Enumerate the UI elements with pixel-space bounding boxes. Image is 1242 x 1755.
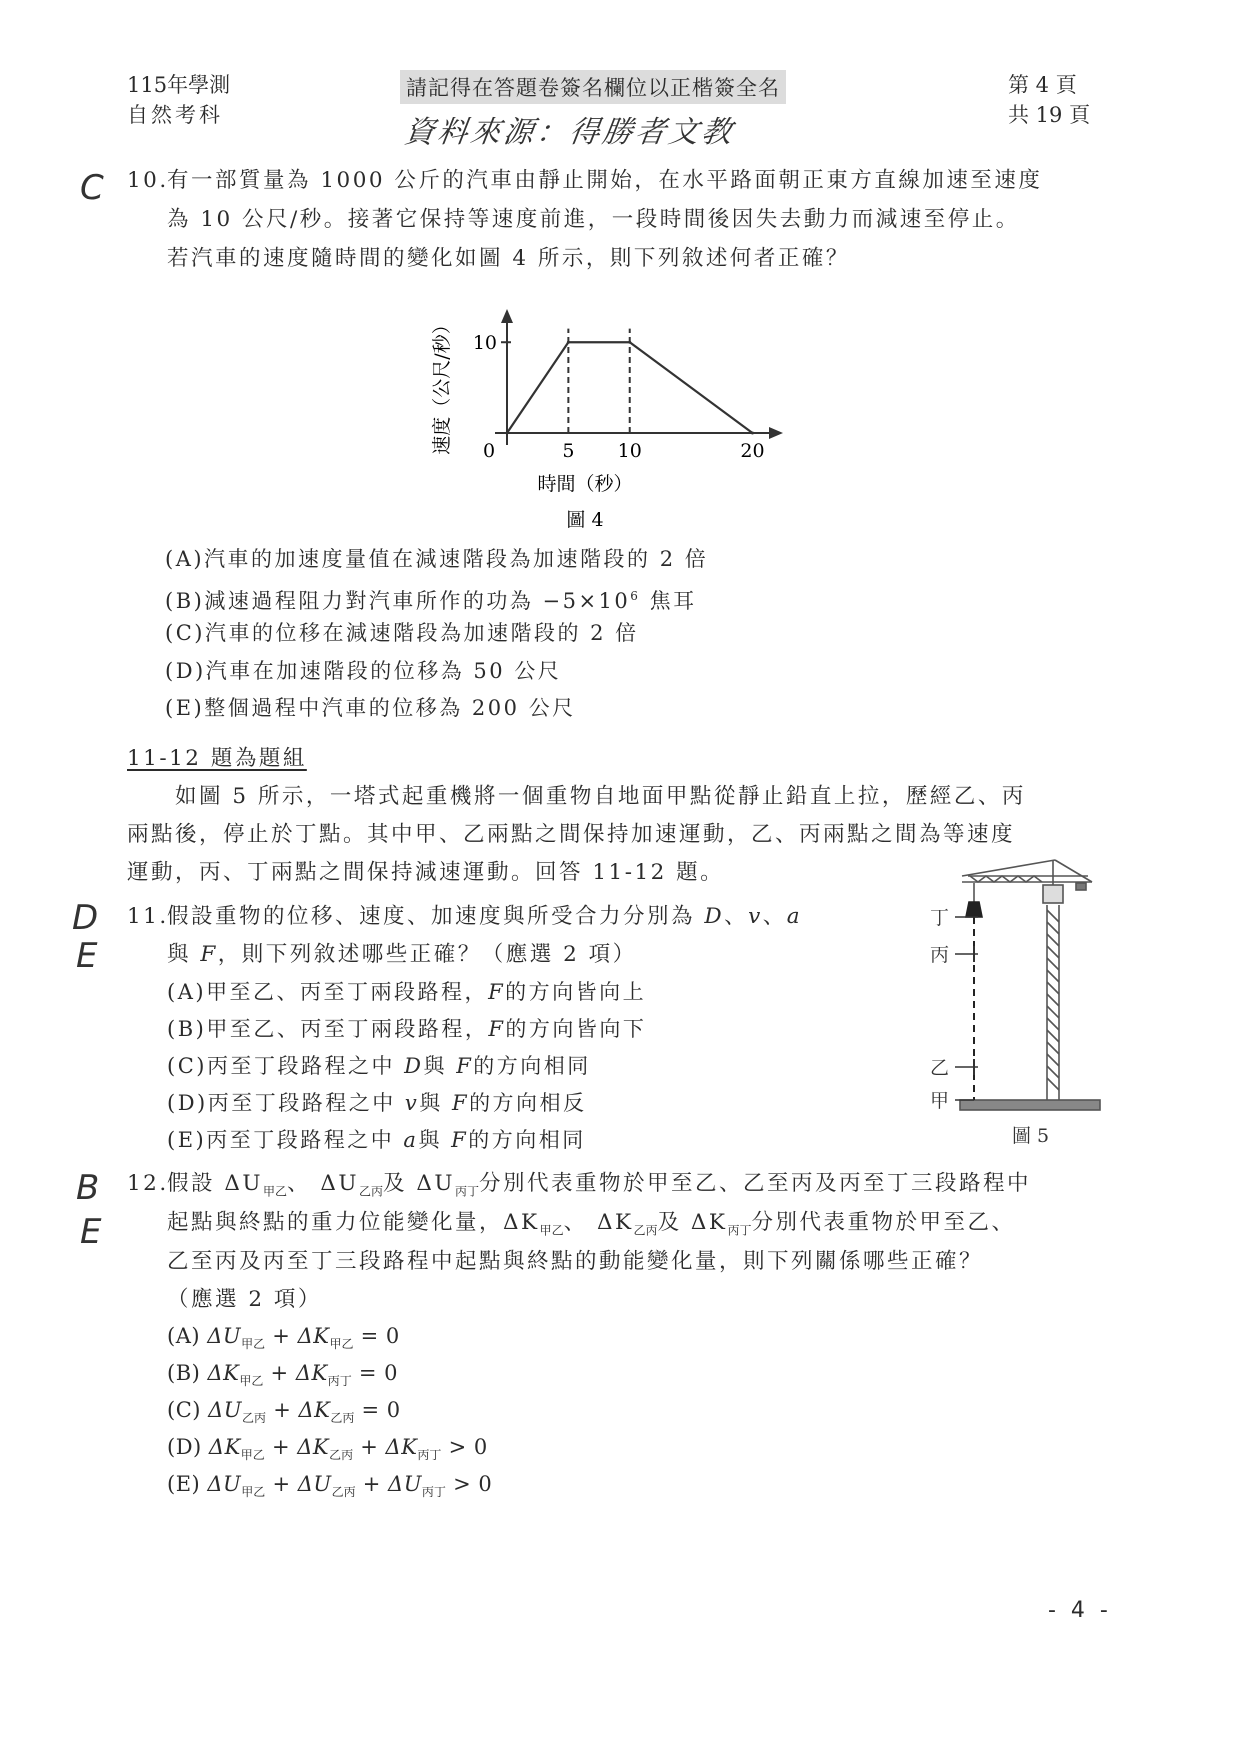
x-tick-label: 0 <box>482 440 496 462</box>
q12-option-b: (B) $\Delta K_{甲乙} + \Delta K_{丙丁} = 0$ <box>167 1361 399 1389</box>
point-bing-label: 丙 <box>930 944 950 966</box>
handwritten-answer-q11-first: D <box>72 898 99 938</box>
question-12-number: 12. <box>127 1171 169 1196</box>
question-12-stem-line: 起點與終點的重力位能變化量，$\Delta K_{甲乙}$、 $\Delta K_{乙丙}$及 $\Delta K_{丙丁}$分別代表重物於甲至乙、 <box>167 1210 1016 1238</box>
velocity-data-point <box>628 341 631 344</box>
q11-option-e: (E)丙至丁段路程之中 a與 F的方向相同 <box>167 1128 586 1152</box>
x-axis-label: 時間（秒） <box>537 473 633 495</box>
group-heading: 11-12 題為題組 <box>127 746 307 771</box>
figure-4-caption: 圖 4 <box>566 509 604 531</box>
load-weight <box>966 902 982 917</box>
group-intro-line: 兩點後，停止於丁點。其中甲、乙兩點之間保持加速運動，乙、丙兩點之間為等速度 <box>127 822 1016 847</box>
figure-4-velocity-time-chart <box>430 300 790 540</box>
question-12-stem-line: 乙至丙及丙至丁三段路程中起點與終點的動能變化量，則下列關係哪些正確？ <box>167 1249 984 1274</box>
handwritten-answer-q11-second: E <box>76 936 98 976</box>
handwritten-source-note: 資料來源：得勝者文教 <box>402 115 737 150</box>
q10-option-b: (B)減速過程阻力對汽車所作的功為 $-5\times 10^6$ 焦耳 <box>165 589 697 613</box>
group-intro-line: 如圖 5 所示，一塔式起重機將一個重物自地面甲點從靜止鉛直上拉，歷經乙、丙 <box>175 784 1026 809</box>
handwritten-answer-q10: C <box>80 168 104 208</box>
question-11-stem-line: 與 F，則下列敘述哪些正確？（應選 2 項） <box>167 942 637 967</box>
q10-option-d: (D)汽車在加速階段的位移為 50 公尺 <box>165 659 562 683</box>
group-intro-line: 運動，丙、丁兩點之間保持減速運動。回答 11-12 題。 <box>127 860 725 885</box>
handwritten-answer-q12-second: E <box>80 1212 102 1252</box>
page-label: 第 4 頁 <box>1008 73 1077 97</box>
figure-5-tower-crane-diagram <box>900 850 1120 1160</box>
velocity-data-point <box>751 432 754 435</box>
q12-option-e: (E) $\Delta U_{甲乙} + \Delta U_{乙丙} + \Delta U_{丙丁} > 0$ <box>167 1472 493 1500</box>
page-number-footer: - 4 - <box>1048 1598 1112 1623</box>
x-tick-label: 20 <box>740 440 765 462</box>
point-ding-label: 丁 <box>930 907 950 929</box>
question-11-number: 11. <box>127 904 169 929</box>
subject-name: 自然考科 <box>127 103 223 127</box>
q10-option-a: (A)汽車的加速度量值在減速階段為加速階段的 2 倍 <box>165 547 709 571</box>
figure-5-caption: 圖 5 <box>1012 1125 1050 1147</box>
q12-option-a: (A) $\Delta U_{甲乙} + \Delta K_{甲乙} = 0$ <box>167 1324 400 1352</box>
point-yi-label: 乙 <box>930 1057 950 1079</box>
crane-tower <box>1043 885 1063 1100</box>
ground <box>960 1100 1100 1110</box>
crane-jib <box>962 860 1092 890</box>
q11-option-a: (A)甲至乙、丙至丁兩段路程，F的方向皆向上 <box>167 980 647 1004</box>
signature-notice: 請記得在答題卷簽名欄位以正楷簽全名 <box>400 70 786 104</box>
q12-option-d: (D) $\Delta K_{甲乙} + \Delta K_{乙丙} + \Delta K_{丙丁} > 0$ <box>167 1435 488 1463</box>
q11-option-b: (B)甲至乙、丙至丁兩段路程，F的方向皆向下 <box>167 1017 647 1041</box>
y-tick-label: 10 <box>472 332 497 355</box>
question-12-stem-line: 假設 $\Delta U_{甲乙}$、 $\Delta U_{乙丙}$及 $\Delta U_{丙丁}$分別代表重物於甲至乙、乙至丙及丙至丁三段路程中 <box>167 1171 1032 1199</box>
x-tick-label: 10 <box>617 440 642 462</box>
question-10-stem-line: 若汽車的速度隨時間的變化如圖 4 所示，則下列敘述何者正確？ <box>167 246 850 271</box>
velocity-data-point <box>567 341 570 344</box>
question-11-stem-line: 假設重物的位移、速度、加速度與所受合力分別為 D、v、a <box>167 904 803 929</box>
velocity-data-point <box>506 432 509 435</box>
question-10-stem-line: 有一部質量為 1000 公斤的汽車由靜止開始，在水平路面朝正東方直線加速至速度 <box>167 168 1043 193</box>
y-axis-label: 速度（公尺/秒） <box>431 315 453 455</box>
question-12-stem-line: （應選 2 項） <box>167 1287 322 1312</box>
exam-name: 115年學測 <box>127 73 231 97</box>
handwritten-answer-q12-first: B <box>76 1168 100 1208</box>
question-10-number: 10. <box>127 168 169 193</box>
q10-option-c: (C)汽車的位移在減速階段為加速階段的 2 倍 <box>165 621 639 645</box>
x-tick-label: 5 <box>562 440 575 462</box>
total-pages-label: 共 19 頁 <box>1008 103 1091 127</box>
q11-option-d: (D)丙至丁段路程之中 v與 F的方向相反 <box>167 1091 587 1115</box>
q10-option-e: (E)整個過程中汽車的位移為 200 公尺 <box>165 696 576 720</box>
q12-option-c: (C) $\Delta U_{乙丙} + \Delta K_{乙丙} = 0$ <box>167 1398 401 1426</box>
question-10-stem-line: 為 10 公尺/秒。接著它保持等速度前進，一段時間後因失去動力而減速至停止。 <box>167 207 1020 232</box>
q11-option-c: (C)丙至丁段路程之中 D與 F的方向相同 <box>167 1054 591 1078</box>
point-jia-label: 甲 <box>930 1090 950 1112</box>
